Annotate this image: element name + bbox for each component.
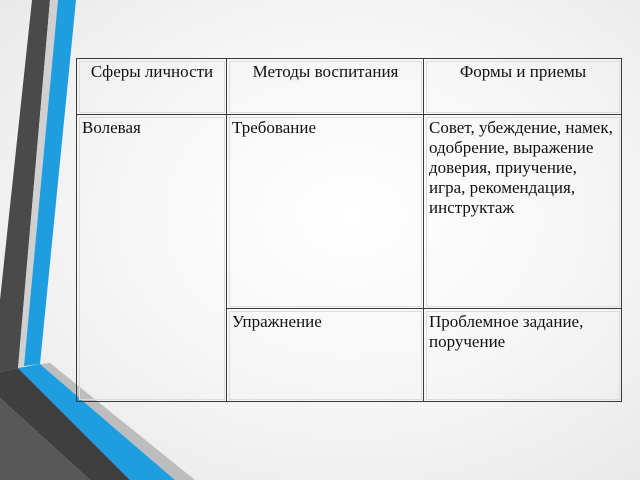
header-forms: Формы и приемы [424,59,622,115]
methods-table [76,58,622,402]
method-cell: Упражнение [227,309,424,402]
method-cell: Требование [227,115,424,309]
header-methods: Методы воспитания [227,59,424,115]
forms-cell: Проблемное задание, поручение [424,309,622,402]
header-spheres: Сферы личности [77,59,227,115]
table-header-row [77,59,622,115]
table-row [77,115,622,309]
forms-cell: Совет, убеждение, намек, одобрение, выражение доверия, приучение, игра, рекомендация, инструктаж [424,115,622,309]
sphere-cell: Волевая [77,115,227,402]
